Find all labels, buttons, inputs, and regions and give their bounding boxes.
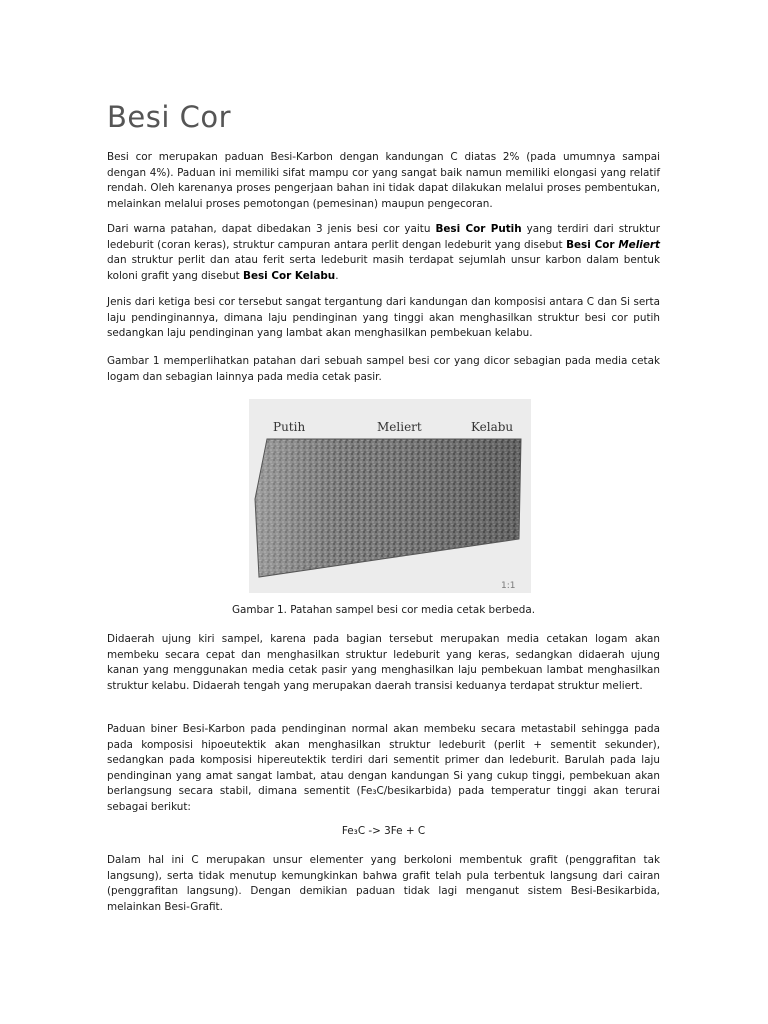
reaction-formula: Fe₃C -> 3Fe + C: [341, 825, 426, 837]
label-meliert: Meliert: [377, 420, 422, 434]
term-besi-cor: Besi Cor: [566, 238, 619, 251]
paragraph-intro: Besi cor merupakan paduan Besi-Karbon dengan kandungan C diatas 2% (pada umumnya sampai dengan 4%). Paduan ini memiliki sifat mampu cor yang sangat baik namun memiliki elongasi yang relatif rendah. Oleh karenanya proses pengerjaan bahan ini tidak dapat dilakukan melalui proses pembentukan, melainkan melalui proses pemotongan (pemesinan) maupun pengecoran.: [107, 151, 660, 210]
text-span: yang terdiri dari struktur ledeburit (coran keras), struktur campuran antara perlit dengan ledeburit yang disebut: [107, 223, 660, 251]
term-meliert: Meliert: [618, 238, 660, 251]
figure-fracture-photo: [249, 399, 531, 593]
paragraph-figure-intro: Gambar 1 memperlihatkan patahan dari sebuah sampel besi cor yang dicor sebagian pada media cetak logam dan sebagian lainnya pada media cetak pasir.: [107, 355, 660, 383]
term-besi-cor-putih: Besi Cor Putih: [435, 223, 522, 235]
paragraph-types: [107, 222, 660, 284]
label-kelabu: Kelabu: [471, 420, 514, 434]
text-span: Dari warna patahan, dapat dibedakan 3 jenis besi cor yaitu: [107, 223, 436, 235]
paragraph-graphite: Dalam hal ini C merupakan unsur elementer yang berkoloni membentuk grafit (penggrafitan tak langsung), serta tidak menutup kemungkinkan bahwa grafit telah pula terbentuk langsung dari cairan (penggrafitan langsung). Dengan demikian paduan tidak lagi menganut sistem Besi-Besikarbida, melainkan Besi-Grafit.: [107, 854, 660, 913]
label-putih: Putih: [273, 420, 306, 434]
paragraph-binary-alloy: Paduan biner Besi-Karbon pada pendinginan normal akan membeku secara metastabil sehingga pada pada komposisi hipoeutektik akan menghasilkan struktur ledeburit (perlit + sementit sekunder), sedangkan pada komposisi hipereutektik terdiri dari sementit primer dan ledeburit. Barulah pada laju pendinginan yang amat sangat lambat, atau dengan kandungan Si yang cukup tinggi, pembekuan akan berlangsung secara stabil, dimana sementit (Fe₃C/besikarbida) pada temperatur tinggi akan terurai sebagai berikut:: [107, 723, 660, 813]
paragraph-regions: Didaerah ujung kiri sampel, karena pada bagian tersebut merupakan media cetakan logam akan membeku secara cepat dan menghasilkan struktur ledeburit yang keras, sedangkan didaerah ujung kanan yang menggunakan media cetak pasir yang menghasilkan laju pembekuan lambat menghasilkan struktur kelabu. Didaerah tengah yang merupakan daerah transisi keduanya terdapat struktur meliert.: [107, 633, 660, 692]
text-span: .: [335, 269, 339, 282]
figure-caption: Gambar 1. Patahan sampel besi cor media cetak berbeda.: [231, 604, 536, 616]
label-scale: 1:1: [501, 581, 516, 591]
text-span: dan struktur perlit dan atau ferit serta ledeburit masih terdapat sejumlah unsur karbon dalam bentuk koloni grafit yang disebut: [107, 254, 660, 282]
paragraph-dependency: Jenis dari ketiga besi cor tersebut sangat tergantung dari kandungan dan komposisi antara C dan Si serta laju pendinginannya, dimana laju pendinginan yang tinggi akan menghasilkan struktur besi cor putih sedangkan laju pendinginan yang lambat akan menghasilkan pembekuan kelabu.: [107, 296, 660, 339]
fracture-sample-image: [249, 399, 531, 593]
term-besi-cor-kelabu: Besi Cor Kelabu: [243, 269, 336, 282]
page-title: Besi Cor: [107, 100, 232, 134]
